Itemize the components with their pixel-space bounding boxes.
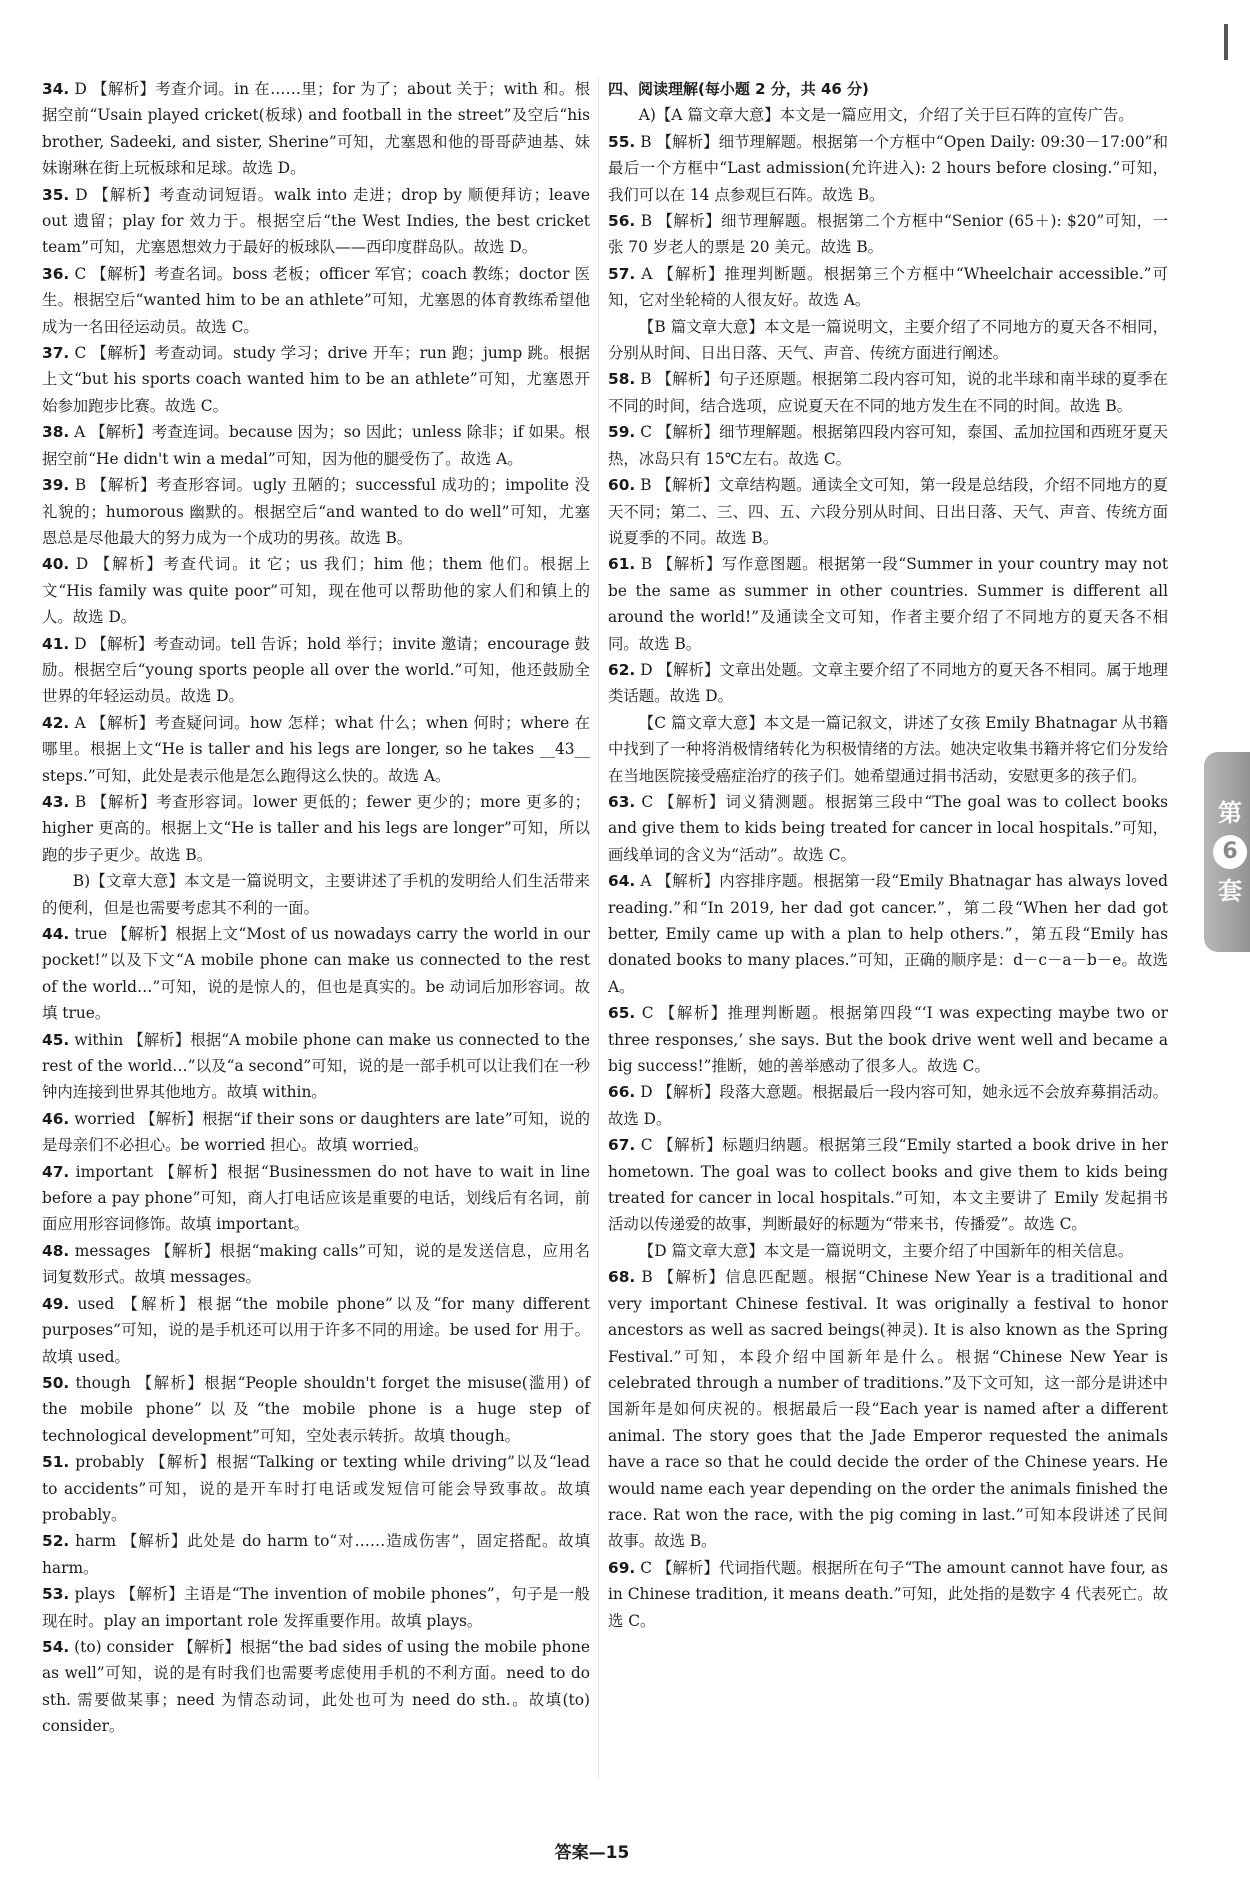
answer-66: 66. D 【解析】段落大意题。根据最后一段内容可知，她永远不会放弃募捐活动。故选 D。	[608, 1083, 1168, 1128]
answer-49: 49. used 【解析】根据“the mobile phone”以及“for many different purposes”可知，说的是手机还可以用于许多不同的用途。be used for 用于。故填 used。	[42, 1294, 590, 1366]
answer-50: 50. though 【解析】根据“People shouldn't forget the misuse(滥用) of the mobile phone”以及“the mobile phone is a huge step of technological development”可知，空处表示转折。故填 though。	[42, 1373, 590, 1445]
set-number-tab	[1204, 752, 1250, 952]
answer-48: 48. messages 【解析】根据“making calls”可知，说的是发送信息，应用名词复数形式。故填 messages。	[42, 1241, 590, 1287]
set-tab-bottom: 套	[1218, 877, 1242, 905]
page-edge-mark	[1224, 24, 1228, 60]
answer-65: 65. C 【解析】推理判断题。根据第四段“‘I was expecting maybe two or three responses,’ she says. But the book drive went well and became a big success!”推断，她的善举感动了很多人。故选 C。	[608, 1004, 1168, 1076]
answer-58: 58. B 【解析】句子还原题。根据第二段内容可知，说的北半球和南半球的夏季在不同的时间，结合选项，应说夏天在不同的地方发生在不同的时间。故选 B。	[608, 370, 1168, 415]
column-divider	[598, 78, 599, 1778]
left-column	[42, 76, 590, 1740]
answer-43: 43. B 【解析】考查形容词。lower 更低的；fewer 更少的；more 更多的；higher 更高的。根据上文“He is taller and his legs are longer”可知，所以跑的步子更少。故选 B。	[42, 792, 590, 864]
set-tab-number: 6	[1213, 835, 1247, 869]
answer-37: 37. C 【解析】考查动词。study 学习；drive 开车；run 跑；jump 跳。根据上文“but his sports coach wanted him to be an athlete”可知，尤塞恩开始参加跑步比赛。故选 C。	[42, 344, 590, 415]
answer-53: 53. plays 【解析】主语是“The invention of mobile phones”，句子是一般现在时。play an important role 发挥重要作用。故填 plays。	[42, 1585, 590, 1630]
answer-62: 62. D 【解析】文章出处题。文章主要介绍了不同地方的夏天各不相同。属于地理类话题。故选 D。	[608, 660, 1168, 706]
answer-52: 52. harm 【解析】此处是 do harm to“对……造成伤害”，固定搭配。故填 harm。	[42, 1532, 590, 1577]
answer-39: 39. B 【解析】考查形容词。ugly 丑陋的；successful 成功的；impolite 没礼貌的；humorous 幽默的。根据空后“and wanted to do well”可知，尤塞恩总是尽他最大的努力成为一个成功的男孩。故选 B。	[42, 476, 590, 547]
answer-46: 46. worried 【解析】根据“if their sons or daughters are late”可知，说的是母亲们不必担心。be worried 担心。故填 worried。	[42, 1109, 590, 1155]
answer-47: 47. important 【解析】根据“Businessmen do not have to wait in line before a pay phone”可知，商人打电话应该是重要的电话，划线后有名词，前面应用形容词修饰。故填 important。	[42, 1162, 590, 1234]
set-tab-top: 第	[1218, 799, 1242, 827]
answer-45: 45. within 【解析】根据“A mobile phone can make us connected to the rest of the world…”以及“a second”可知，说的是一部手机可以让我们在一秒钟内连接到世界其他地方。故填 within。	[42, 1030, 590, 1102]
answer-40: 40. D 【解析】考查代词。it 它；us 我们；him 他；them 他们。根据上文“His family was quite poor”可知，现在他可以帮助他的家人们和镇上的人。故选 D。	[42, 555, 590, 627]
answer-44: 44. true 【解析】根据上文“Most of us nowadays carry the world in our pocket!”以及下文“A mobile phone can make us connected to the rest of the world…”可知，说的是惊人的，但也是真实的。be 动词后加形容词。故填 true。	[42, 925, 590, 1023]
answer-64: 64. A 【解析】内容排序题。根据第一段“Emily Bhatnagar has always loved reading.”和“In 2019, her dad got cancer.”，第二段“When her dad got better, Emily came up with a plan to help others.”，第五段“Emily has donated books to many places.”可知，正确的顺序是：d－c－a－b－e。故选 A。	[608, 872, 1168, 996]
answer-63: 63. C 【解析】词义猜测题。根据第三段中“The goal was to collect books and give them to kids being treated for cancer in local hospitals.”可知，画线单词的含义为“活动”。故选 C。	[608, 792, 1168, 864]
answer-34: 34. D 【解析】考查介词。in 在……里；for 为了；about 关于；with 和。根据空前“Usain played cricket(板球) and football in the street”及空后“his brother, Sadeeki, and sister, Sherine”可知，尤塞恩和他的哥哥萨迪基、妹妹谢琳在街上玩板球和足球。故选 D。	[42, 80, 590, 178]
answer-60: 60. B 【解析】文章结构题。通读全文可知，第一段是总结段，介绍不同地方的夏天不同；第二、三、四、五、六段分别从时间、日出日落、天气、声音、传统方面说夏季的不同。故选 B。	[608, 476, 1168, 547]
answer-42: 42. A 【解析】考查疑问词。how 怎样；what 什么；when 何时；where 在哪里。根据上文“He is taller and his legs are longer, so he takes __43__ steps.”可知，此处是表示他是怎么跑得这么快的。故选 A。	[42, 713, 590, 785]
answer-57: 57. A 【解析】推理判断题。根据第三个方框中“Wheelchair accessible.”可知，它对坐轮椅的人很友好。故选 A。	[608, 264, 1168, 310]
section-heading: 四、阅读理解(每小题 2 分，共 46 分)	[608, 80, 869, 98]
answer-38: 38. A 【解析】考查连词。because 因为；so 因此；unless 除非；if 如果。根据空前“He didn't win a medal”可知，因为他的腿受伤了。故选 A。	[42, 423, 590, 468]
passage-c-summary: 【C 篇文章大意】本文是一篇记叙文，讲述了女孩 Emily Bhatnagar 从书籍中找到了一种将消极情绪转化为积极情绪的方法。她决定收集书籍并将它们分发给在当地医院接受癌症治疗的孩子们。她希望通过捐书活动，安慰更多的孩子们。	[608, 713, 1168, 785]
passage-b-summary: B)【文章大意】本文是一篇说明文，主要讲述了手机的发明给人们生活带来的便利，但是也需要考虑其不利的一面。	[42, 872, 590, 917]
answer-51: 51. probably 【解析】根据“Talking or texting while driving”以及“lead to accidents”可知，说的是开车时打电话或发短信可能会导致事故。故填 probably。	[42, 1453, 590, 1524]
answer-67: 67. C 【解析】标题归纳题。根据第三段“Emily started a book drive in her hometown. The goal was to collect books and give them to kids being treated for cancer in local hospitals.”可知，本文主要讲了 Emily 发起捐书活动以传递爱的故事，判断最好的标题为“带来书，传播爱”。故选 C。	[608, 1136, 1168, 1234]
passage-a-summary: A)【A 篇文章大意】本文是一篇应用文，介绍了关于巨石阵的宣传广告。	[638, 106, 1134, 125]
answer-54: 54. (to) consider 【解析】根据“the bad sides of using the mobile phone as well”可知，说的是有时我们也需要考虑使用手机的不利方面。need to do sth. 需要做某事；need 为情态动词，此处也可为 need do sth.。故填(to) consider。	[42, 1637, 590, 1736]
answer-55: 55. B 【解析】细节理解题。根据第一个方框中“Open Daily: 09:30－17:00”和最后一个方框中“Last admission(允许进入): 2 hours before closing.”可知，我们可以在 14 点参观巨石阵。故选 B。	[608, 132, 1168, 204]
answer-68: 68. B 【解析】信息匹配题。根据“Chinese New Year is a traditional and very important Chinese festival. It was originally a festival to honor ancestors as well as sacred beings(神灵). It is also known as the Spring Festival.”可知，本段介绍中国新年是什么。根据“Chinese New Year is celebrated through a number of traditions.”及下文可知，这一部分是讲述中国新年是如何庆祝的。根据最后一段“Each year is named after a different animal. The story goes that the Jade Emperor requested the animals have a race so that he could decide the order of the Chinese years. He would name each year depending on the order the animals finished the race. Rat won the race, with the pig coming in last.”可知本段讲述了民间故事。故选 B。	[608, 1268, 1168, 1551]
answer-61: 61. B 【解析】写作意图题。根据第一段“Summer in your country may not be the same as summer in other countries. Summer is different all around the world!”及通读全文可知，作者主要介绍了不同地方的夏天各不相同。故选 B。	[608, 555, 1168, 653]
answer-41: 41. D 【解析】考查动词。tell 告诉；hold 举行；invite 邀请；encourage 鼓励。根据空后“young sports people all over the world.”可知，他还鼓励全世界的年轻运动员。故选 D。	[42, 634, 590, 706]
answer-59: 59. C 【解析】细节理解题。根据第四段内容可知，泰国、孟加拉国和西班牙夏天热，冰岛只有 15℃左右。故选 C。	[608, 423, 1168, 468]
right-column	[608, 76, 1168, 1634]
passage-d-summary: 【D 篇文章大意】本文是一篇说明文，主要介绍了中国新年的相关信息。	[638, 1241, 1134, 1260]
passage-b-summary-right: 【B 篇文章大意】本文是一篇说明文，主要介绍了不同地方的夏天各不相同，分别从时间、日出日落、天气、声音、传统方面进行阐述。	[608, 317, 1168, 363]
answer-69: 69. C 【解析】代词指代题。根据所在句子“The amount cannot have four, as in Chinese tradition, it means death.”可知，此处指的是数字 4 代表死亡。故选 C。	[608, 1558, 1168, 1630]
answer-36: 36. C 【解析】考查名词。boss 老板；officer 军官；coach 教练；doctor 医生。根据空后“wanted him to be an athlete”可知，尤塞恩的体育教练希望他成为一名田径运动员。故选 C。	[42, 264, 590, 336]
answer-35: 35. D 【解析】考查动词短语。walk into 走进；drop by 顺便拜访；leave out 遗留；play for 效力于。根据空后“the West Indies, the best cricket team”可知，尤塞恩想效力于最好的板球队——西印度群岛队。故选 D。	[42, 185, 590, 257]
answer-56: 56. B 【解析】细节理解题。根据第二个方框中“Senior (65＋): $20”可知，一张 70 岁老人的票是 20 美元。故选 B。	[608, 212, 1168, 257]
page-footer: 答案—15	[554, 1843, 630, 1863]
